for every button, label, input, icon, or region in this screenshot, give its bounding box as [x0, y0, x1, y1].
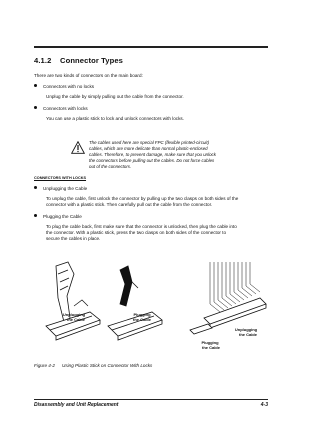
bullet-label: Connectors with locks [43, 106, 88, 111]
bullet-dot-icon [34, 214, 37, 217]
bullet-dot-icon [34, 84, 37, 87]
bullet-label: Plugging the Cable [43, 214, 82, 219]
cable-right-illustration [190, 262, 266, 334]
bullet-label: Unplugging the Cable [43, 186, 88, 191]
bullet-label: Connectors with no locks [43, 84, 95, 89]
label-plugging-right-2: the Cable [201, 345, 221, 350]
subheading: CONNECTORS WITH LOCKS [34, 176, 87, 180]
bullet-unplugging [34, 186, 87, 192]
text-line: To plug the cable back, first make sure that the connector is unlocked, then plug the cable into [46, 224, 237, 229]
figure-caption [34, 363, 152, 368]
bullet-no-locks [34, 84, 94, 90]
bullet-text: Unplug the cable by simply pulling out the cable from the connector. [46, 94, 184, 99]
label-unplugging-right-2: the Cable [238, 332, 258, 337]
label-plugging-mid-2: the Cable [132, 317, 152, 322]
warning-icon [71, 141, 85, 154]
figure-caption-label: Figure 4-2 [34, 363, 55, 368]
plugging-text [46, 224, 268, 242]
section-number: 4.1.2 [34, 56, 52, 65]
bullet-text: You can use a plastic stick to lock and unlock connectors with locks. [46, 116, 184, 121]
cable-middle-illustration [108, 266, 162, 340]
text-line: the connector. With a plastic stick, press the two clasps on both sides of the connector to [46, 230, 227, 236]
header-rule [34, 46, 268, 48]
bullet-dot-icon [34, 106, 37, 109]
text-line: connector with a plastic stick. Then carefully pull out the cable from the connector. [46, 202, 213, 208]
note-line: cables. Therefore, to prevent damage, make sure that you unlock [89, 151, 216, 157]
label-unplugging-left-2: the Cable [66, 317, 86, 322]
label-plugging-mid-1: Plugging [133, 312, 151, 317]
connector-figure [34, 260, 270, 360]
unplugging-text [46, 196, 268, 208]
footer-title: Disassembly and Unit Replacement [34, 402, 119, 408]
section-title: Connector Types [60, 56, 123, 65]
cable-left-illustration [46, 262, 100, 340]
intro-paragraph: There are two kinds of connectors on the main board: [34, 73, 143, 78]
note-line: out of the connectors. [89, 163, 132, 169]
footer-rule [34, 399, 268, 400]
figure-caption-text: Using Plastic Stick on Connector With Locks [62, 363, 153, 368]
bullet-locks [34, 106, 88, 112]
text-line: secure the cables in place. [46, 236, 101, 242]
text-line: To unplug the cable, first unlock the connector by pulling up the two clasps on both sides of the [46, 196, 239, 201]
note-line: cables, which are more delicate than normal plastic-enclosed [89, 145, 208, 151]
section-heading [34, 56, 123, 65]
label-unplugging-left-1: Unplugging [62, 312, 86, 317]
note-line: the connectors before pulling out the cables. Do not force cables [89, 157, 215, 163]
label-plugging-right-1: Plugging [201, 340, 219, 345]
bullet-dot-icon [34, 186, 37, 189]
caution-note [89, 140, 249, 170]
page-number: 4-3 [260, 402, 268, 408]
bullet-plugging [34, 214, 82, 220]
note-line: The cables used here are special FPC (flexible printed-circuit) [89, 140, 210, 145]
label-unplugging-right-1: Unplugging [234, 327, 258, 332]
